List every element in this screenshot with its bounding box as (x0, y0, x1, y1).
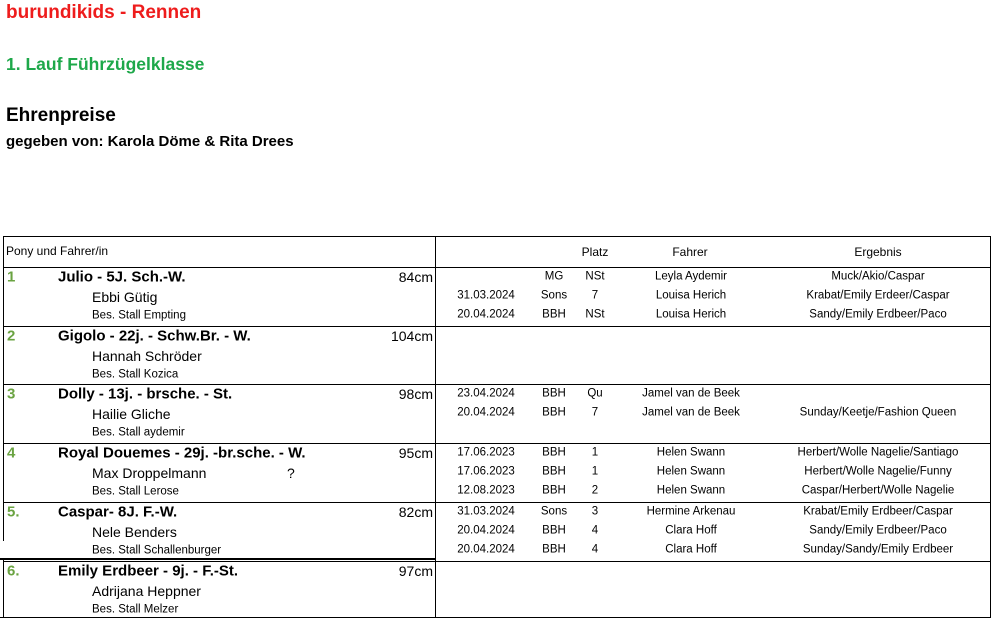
entry-number: 6. (7, 562, 20, 580)
result-date: 20.04.2024 (457, 308, 515, 321)
entry-number: 4 (7, 444, 16, 462)
table-left-border-upper (3, 236, 4, 541)
result-ergebnis: Muck/Akio/Caspar (831, 270, 925, 283)
driver-name: Adrijana Heppner (92, 583, 201, 599)
entry-number: 1 (7, 268, 16, 286)
result-date: 31.03.2024 (457, 505, 515, 518)
result-fahrer: Helen Swann (656, 484, 726, 497)
owner-stall: Bes. Stall Melzer (92, 603, 179, 616)
result-platz: 3 (591, 505, 599, 518)
pony-name: Julio - 5J. Sch.-W. (58, 268, 186, 286)
race-class-title: 1. Lauf Führzügelklasse (6, 54, 205, 74)
result-event: BBH (542, 446, 566, 459)
result-platz: NSt (585, 270, 605, 283)
result-event: BBH (542, 484, 566, 497)
result-platz: 7 (591, 406, 599, 419)
pony-name: Gigolo - 22j. - Schw.Br. - W. (58, 327, 251, 345)
result-platz: 1 (591, 446, 599, 459)
result-ergebnis: Sandy/Emily Erdbeer/Paco (809, 308, 947, 321)
result-fahrer: Jamel van de Beek (642, 387, 740, 400)
entry-number: 2 (7, 327, 16, 345)
result-fahrer: Louisa Herich (655, 289, 727, 302)
honor-prizes-heading: Ehrenpreise (6, 105, 116, 126)
result-fahrer: Clara Hoff (665, 543, 717, 556)
driver-note: ? (287, 465, 295, 481)
result-ergebnis: Sunday/Sandy/Emily Erdbeer (802, 543, 954, 556)
result-fahrer: Leyla Aydemir (654, 270, 728, 283)
result-event: Sons (540, 505, 568, 518)
result-ergebnis: Herbert/Wolle Nagelie/Santiago (797, 446, 959, 459)
entry-top-border-thin (0, 558, 436, 559)
result-event: BBH (542, 543, 566, 556)
result-fahrer: Hermine Arkenau (646, 505, 736, 518)
pony-name: Emily Erdbeer - 9j. - F.-St. (58, 562, 239, 580)
result-event: BBH (542, 308, 566, 321)
pony-height: 98cm (398, 386, 433, 402)
result-date: 12.08.2023 (457, 484, 515, 497)
result-fahrer: Jamel van de Beek (642, 406, 740, 419)
table-top-border (3, 236, 991, 237)
result-event: Sons (540, 289, 568, 302)
header-fahrer: Fahrer (672, 245, 708, 259)
result-ergebnis: Caspar/Herbert/Wolle Nagelie (801, 484, 955, 497)
pony-height: 82cm (398, 504, 433, 520)
entry-number: 3 (7, 385, 16, 403)
owner-stall: Bes. Stall Kozica (92, 368, 179, 381)
result-ergebnis: Krabat/Emily Erdeer/Caspar (806, 289, 950, 302)
header-pony-fahrer: Pony und Fahrer/in (6, 244, 109, 258)
header-ergebnis: Ergebnis (854, 245, 902, 259)
result-platz: 2 (591, 484, 599, 497)
pony-height: 104cm (390, 328, 433, 344)
pony-name: Caspar- 8J. F.-W. (58, 503, 178, 521)
pony-height: 97cm (398, 563, 433, 579)
donors-line: gegeben von: Karola Döme & Rita Drees (6, 133, 294, 150)
result-event: MG (544, 270, 564, 283)
result-platz: 4 (591, 524, 599, 537)
result-platz: 4 (591, 543, 599, 556)
result-ergebnis: Sunday/Keetje/Fashion Queen (799, 406, 957, 419)
result-fahrer: Louisa Herich (655, 308, 727, 321)
result-platz: NSt (585, 308, 605, 321)
result-fahrer: Helen Swann (656, 465, 726, 478)
driver-name: Nele Benders (92, 524, 177, 540)
entry-number: 5. (7, 503, 20, 521)
result-date: 17.06.2023 (457, 465, 515, 478)
driver-name: Max Droppelmann (92, 465, 207, 481)
result-ergebnis: Herbert/Wolle Nagelie/Funny (804, 465, 952, 478)
result-date: 31.03.2024 (457, 289, 515, 302)
result-platz: 1 (591, 465, 599, 478)
table-bottom-border (0, 617, 991, 618)
result-date: 23.04.2024 (457, 387, 515, 400)
owner-stall: Bes. Stall Schallenburger (92, 544, 222, 557)
result-fahrer: Helen Swann (656, 446, 726, 459)
driver-name: Ebbi Gütig (92, 289, 158, 305)
result-event: BBH (542, 406, 566, 419)
result-date: 17.06.2023 (457, 446, 515, 459)
result-event: BBH (542, 524, 566, 537)
result-date: 20.04.2024 (457, 406, 515, 419)
result-event: BBH (542, 387, 566, 400)
table-left-border-lower (3, 558, 4, 618)
owner-stall: Bes. Stall Lerose (92, 485, 179, 498)
result-date: 20.04.2024 (457, 543, 515, 556)
result-ergebnis: Sandy/Emily Erdbeer/Paco (809, 524, 947, 537)
pony-name: Dolly - 13j. - brsche. - St. (58, 385, 233, 403)
owner-stall: Bes. Stall aydemir (92, 426, 185, 439)
result-platz: 7 (591, 289, 599, 302)
pony-name: Royal Douemes - 29j. -br.sche. - W. (58, 444, 306, 462)
result-event: BBH (542, 465, 566, 478)
driver-name: Hailie Gliche (92, 406, 171, 422)
header-platz: Platz (581, 245, 609, 259)
pony-height: 95cm (398, 445, 433, 461)
pony-height: 84cm (398, 269, 433, 285)
driver-name: Hannah Schröder (92, 348, 202, 364)
result-date: 20.04.2024 (457, 524, 515, 537)
owner-stall: Bes. Stall Empting (92, 309, 186, 322)
result-platz: Qu (587, 387, 603, 400)
result-fahrer: Clara Hoff (665, 524, 717, 537)
result-ergebnis: Krabat/Emily Erdbeer/Caspar (803, 505, 953, 518)
page-title: burundikids - Rennen (6, 2, 202, 23)
